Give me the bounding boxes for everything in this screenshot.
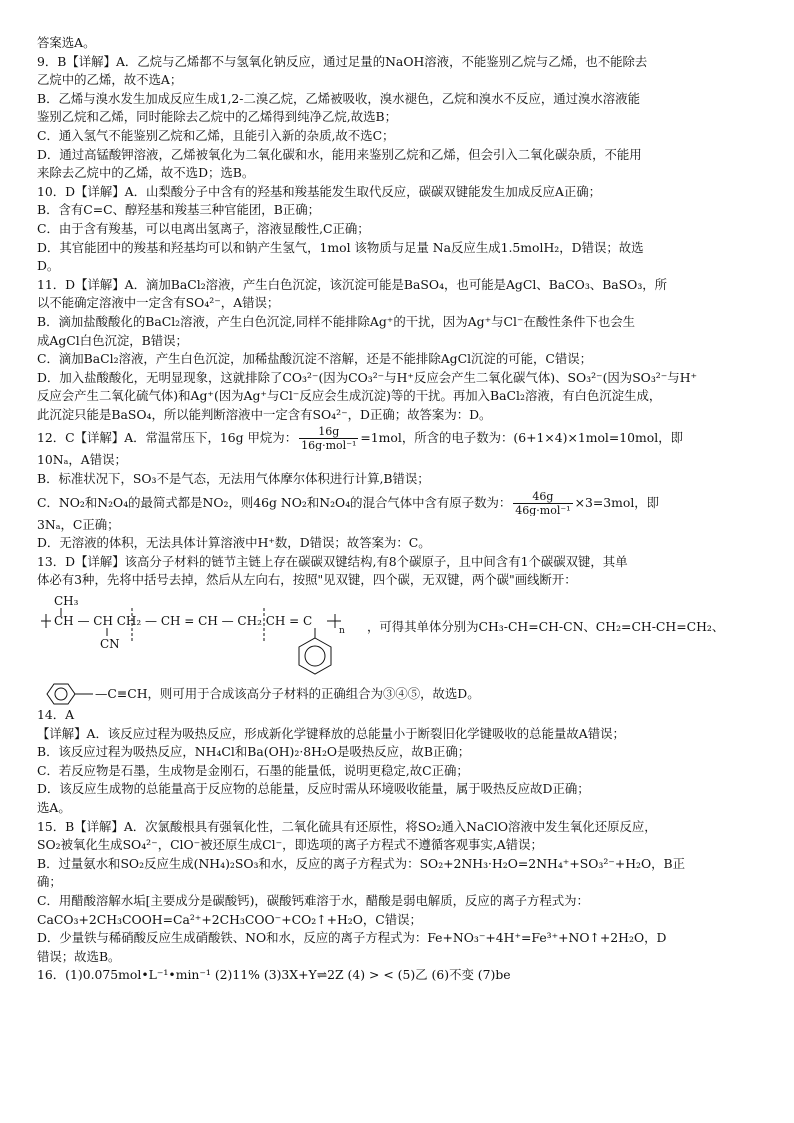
text-line: 10．D【详解】A．山梨酸分子中含有的羟基和羧基能发生取代反应，碳碳双键能发生加成反应A正确； [37, 183, 602, 199]
benzene-ring-icon [37, 682, 93, 706]
svg-text:CH — CH CH₂ — CH = CH — CH₂ CH: CH — CH CH₂ — CH = CH — CH₂ CH = C [54, 614, 313, 629]
q12-line-a: 12．C【详解】A．常温常压下，16g 甲烷为： 16g 16g·mol⁻¹ =1mol，所含的电子数为：(6+1×4)×1mol=10mol，即 [37, 425, 683, 452]
text-line: D．无溶液的体积，无法具体计算溶液中H⁺数，D错误；故答案为：C。 [37, 535, 431, 551]
text-line: 10Nₐ，A错误； [37, 452, 127, 468]
text-line: C．若反应物是石墨，生成物是金刚石，石墨的能量低，说明更稳定,故C正确； [37, 762, 469, 778]
text-line: B．乙烯与溴水发生加成反应生成1,2-二溴乙烷，乙烯被吸收，溴水褪色，乙烷和溴水不反应，通过溴水溶液能 [37, 90, 640, 106]
fraction: 16g 16g·mol⁻¹ [301, 425, 357, 452]
text-line: D。 [37, 258, 60, 274]
text-line: 以不能确定溶液中一定含有SO₄²⁻，A错误； [37, 295, 280, 311]
text-line: —C≡CH，则可用于合成该高分子材料的正确组合为③④⑤，故选D。 [95, 686, 480, 702]
text-line: 成AgCl白色沉淀，B错误； [37, 332, 188, 348]
text-line: CaCO₃+2CH₃COOH=Ca²⁺+2CH₃COO⁻+CO₂↑+H₂O，C错误； [37, 911, 422, 927]
text-line: 反应会产生二氧化硫气体)和Ag⁺(因为Ag⁺与Cl⁻反应会生成沉淀)等的干扰。再加入BaCl₂溶液，有白色沉淀生成， [37, 388, 662, 404]
monomer-text: ，可得其单体分别为CH₃-CH=CH-CN、CH₂=CH-CH=CH₂、 [367, 619, 725, 635]
text-line: 【详解】A．该反应过程为吸热反应，形成新化学键释放的总能量小于断裂旧化学键吸收的总能量故A错误； [37, 725, 625, 741]
text-line: C．用醋酸溶解水垢[主要成分是碳酸钙)，碳酸钙难溶于水，醋酸是弱电解质，反应的离子方程式为： [37, 892, 589, 908]
svg-text:n: n [339, 626, 345, 637]
svg-text:CN: CN [100, 637, 120, 652]
text-line: D．加入盐酸酸化，无明显现象，这就排除了CO₃²⁻(因为CO₃²⁻与H⁺反应会产生二氧化碳气体)、SO₃²⁻(因为SO₃²⁻与H⁺ [37, 369, 698, 385]
svg-text:CH₃: CH₃ [54, 594, 79, 609]
text-line: 11．D【详解】A．滴加BaCl₂溶液，产生白色沉淀，该沉淀可能是BaSO₄，也可能是AgCl、BaCO₃、BaSO₃，所 [37, 276, 668, 292]
text-line: C．通入氢气不能鉴别乙烷和乙烯，且能引入新的杂质,故不选C； [37, 127, 395, 143]
text-line: SO₂被氧化生成SO₄²⁻，ClO⁻被还原生成Cl⁻，即选项的离子方程式不遵循客观事实,A错误； [37, 837, 543, 853]
text-line: 13．D【详解】该高分子材料的链节主链上存在碳碳双键结构,有8个碳原子，且中间含有1个碳碳双键，其单 [37, 553, 628, 569]
answer-page [37, 34, 759, 985]
text-line: 9．B【详解】A．乙烷与乙烯都不与氢氧化钠反应，通过足量的NaOH溶液，不能鉴别乙烷与乙烯，也不能除去 [37, 53, 648, 69]
text-line: 体必有3种，先将中括号去掉，然后从左向右，按照"见双键，四个碳，无双键，两个碳"画线断开： [37, 572, 577, 588]
text-line: D．通过高锰酸钾溶液，乙烯被氧化为二氧化碳和水，能用来鉴别乙烷和乙烯，但会引入二氧化碳杂质，不能用 [37, 146, 642, 162]
polymer-structure [37, 590, 759, 682]
text-line: B．该反应过程为吸热反应，NH₄Cl和Ba(OH)₂·8H₂O是吸热反应，故B正确； [37, 744, 471, 760]
text-line: 16．(1)0.075mol•L⁻¹•min⁻¹ (2)11% (3)3X+Y⇌2Z (4) > < (5)乙 (6)不变 (7)be [37, 967, 511, 983]
text-line: 答案选A。 [37, 35, 96, 50]
q12-line-c: C．NO₂和N₂O₄的最简式都是NO₂，则46g NO₂和N₂O₄的混合气体中含有原子数为： 46g 46g·mol⁻¹ ×3=3mol，即 [37, 489, 660, 516]
text-line: D．该反应生成物的总能量高于反应物的总能量，反应时需从环境吸收能量，属于吸热反应故D正确； [37, 781, 590, 797]
phenylacetylene-line [37, 682, 759, 706]
text-line: 乙烷中的乙烯，故不选A； [37, 72, 183, 88]
text-line: 此沉淀只能是BaSO₄，所以能判断溶液中一定含有SO₄²⁻，D正确；故答案为：D。 [37, 406, 492, 422]
text-line: C．滴加BaCl₂溶液，产生白色沉淀，加稀盐酸沉淀不溶解，还是不能排除AgCl沉淀的可能，C错误； [37, 351, 593, 367]
text-line: 来除去乙烷中的乙烯，故不选D；选B。 [37, 165, 255, 181]
text-line: 14．A [37, 707, 75, 723]
text-line: B．标准状况下，SO₃不是气态，无法用气体摩尔体积进行计算,B错误； [37, 471, 430, 487]
text-line: 3Nₐ，C正确； [37, 516, 120, 532]
text-line: B．滴加盐酸酸化的BaCl₂溶液，产生白色沉淀,同样不能排除Ag⁺的干扰，因为Ag⁺与Cl⁻在酸性条件下也会生 [37, 313, 636, 329]
text-line: D．其官能团中的羧基和羟基均可以和钠产生氢气，1mol 该物质与足量 Na反应生成1.5molH₂，D错误；故选 [37, 239, 644, 255]
text-line: 确； [37, 874, 62, 890]
text-line: B．含有C=C、醇羟基和羧基三种官能团，B正确； [37, 202, 320, 218]
text-line: 15．B【详解】A．次氯酸根具有强氧化性，二氧化硫具有还原性，将SO₂通入NaClO溶液中发生氧化还原反应， [37, 818, 657, 834]
text-line: 错误；故选B。 [37, 948, 121, 964]
fraction: 46g 46g·mol⁻¹ [515, 489, 571, 516]
text-line: B．过量氨水和SO₂反应生成(NH₄)₂SO₃和水，反应的离子方程式为：SO₂+2NH₃·H₂O=2NH₄⁺+SO₃²⁻+H₂O，B正 [37, 855, 686, 871]
text-line: D．少量铁与稀硝酸反应生成硝酸铁、NO和水，反应的离子方程式为：Fe+NO₃⁻+4H⁺=Fe³⁺+NO↑+2H₂O，D [37, 930, 667, 946]
polymer-structure-drawing [37, 590, 367, 682]
text-line: C．由于含有羧基，可以电离出氢离子，溶液显酸性,C正确； [37, 220, 370, 236]
text-line: 选A。 [37, 800, 71, 815]
text-line: 鉴别乙烷和乙烯，同时能除去乙烷中的乙烯得到纯净乙烷,故选B； [37, 109, 397, 125]
